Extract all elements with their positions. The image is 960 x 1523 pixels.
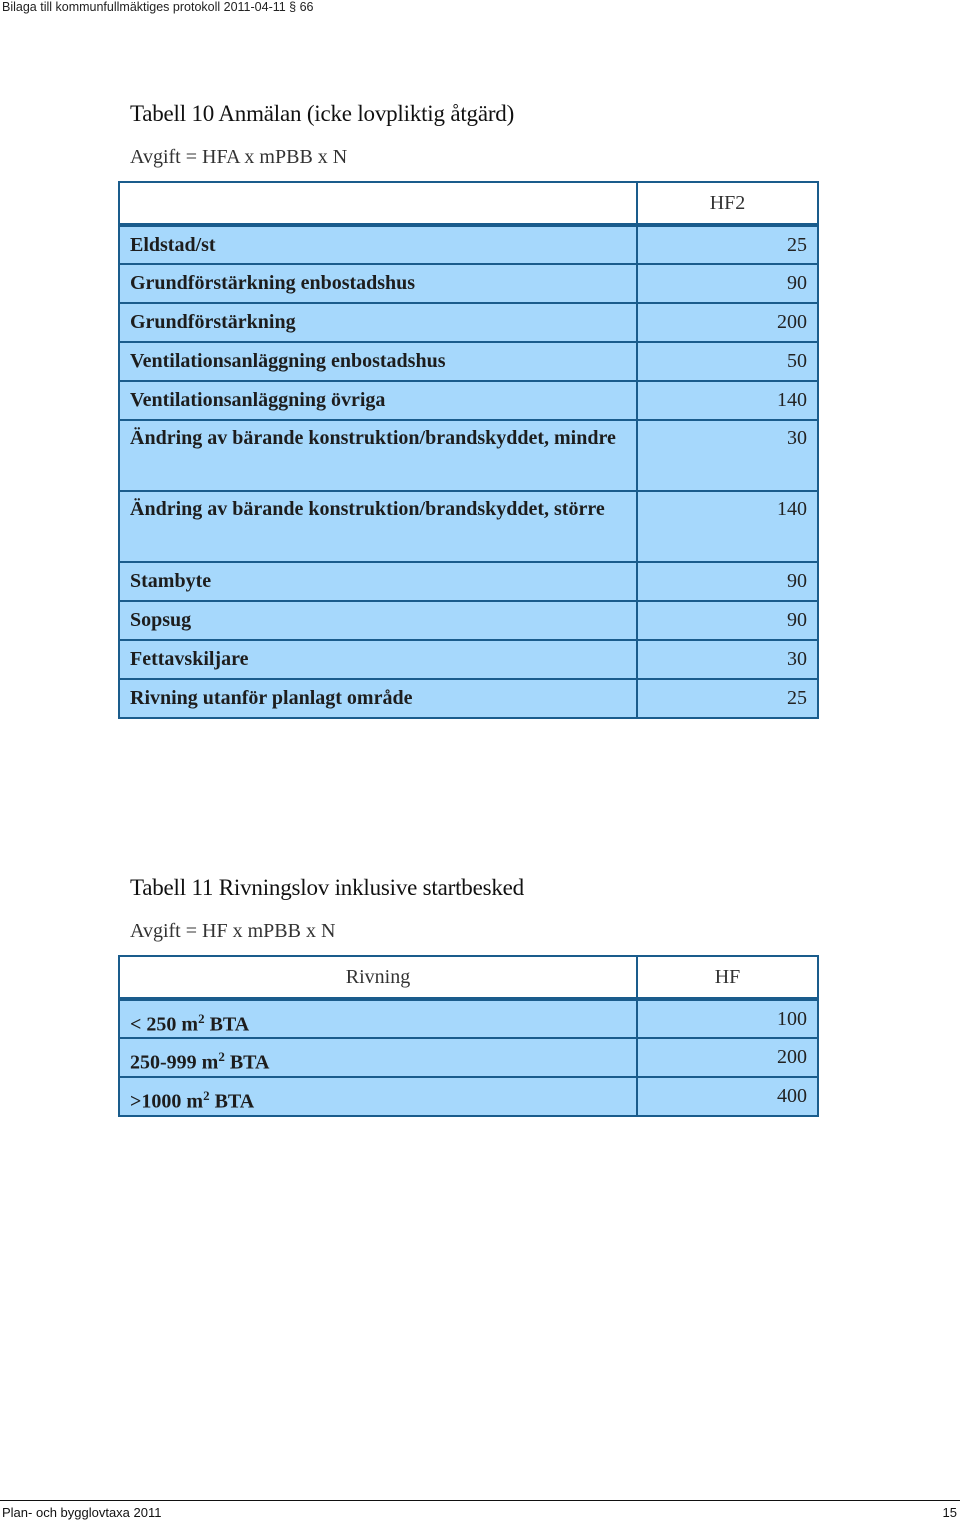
table-row <box>119 420 818 491</box>
row-label: Eldstad/st <box>119 225 637 264</box>
table-row <box>119 342 818 381</box>
row-label: Rivning utanför planlagt område <box>119 679 637 718</box>
table-row <box>119 303 818 342</box>
table-row <box>119 679 818 718</box>
table-row <box>119 640 818 679</box>
table-row <box>119 491 818 562</box>
table-row <box>119 381 818 420</box>
table11-title: Tabell 11 Rivningslov inklusive startbesked <box>130 875 524 900</box>
row-value: 25 <box>637 679 818 718</box>
row-label-unit: BTA <box>224 1051 270 1074</box>
row-label: Fettavskiljare <box>119 640 637 679</box>
row-label: Ventilationsanläggning övriga <box>119 381 637 420</box>
row-label-unit: BTA <box>204 1013 250 1036</box>
table11-header-hf: HF <box>637 956 818 999</box>
row-value: 90 <box>637 562 818 601</box>
table10-formula: Avgift = HFA x mPBB x N <box>130 146 348 168</box>
row-label <box>119 1038 637 1077</box>
row-label-text: < 250 m <box>130 1013 199 1036</box>
table10-header-desc <box>119 182 637 225</box>
superscript: 2 <box>198 1011 205 1026</box>
row-value: 90 <box>637 601 818 640</box>
row-label: Grundförstärkning enbostadshus <box>119 264 637 303</box>
row-value: 200 <box>637 1038 818 1077</box>
table-row <box>119 999 818 1038</box>
footer-page-number: 15 <box>942 1505 957 1520</box>
row-value: 30 <box>637 640 818 679</box>
table11 <box>118 955 819 1117</box>
row-label <box>119 1077 637 1116</box>
table-row <box>119 225 818 264</box>
table11-formula: Avgift = HF x mPBB x N <box>130 920 336 942</box>
row-value: 400 <box>637 1077 818 1116</box>
superscript: 2 <box>218 1049 225 1064</box>
table-row <box>119 1038 818 1077</box>
row-label-unit: BTA <box>209 1090 255 1113</box>
row-value: 25 <box>637 225 818 264</box>
row-label: Stambyte <box>119 562 637 601</box>
table10-header-row <box>119 182 818 225</box>
table10 <box>118 181 819 719</box>
table-row <box>119 264 818 303</box>
table10-title: Tabell 10 Anmälan (icke lovpliktig åtgärd) <box>130 101 515 126</box>
row-label-text: >1000 m <box>130 1090 204 1113</box>
row-value: 90 <box>637 264 818 303</box>
table10-header-hf: HF2 <box>637 182 818 225</box>
table-row <box>119 562 818 601</box>
row-label: Ändring av bärande konstruktion/brandskyddet, mindre <box>119 420 637 491</box>
row-value: 100 <box>637 999 818 1038</box>
page-footer <box>0 1500 960 1523</box>
row-label <box>119 999 637 1038</box>
row-value: 140 <box>637 491 818 562</box>
table11-header-desc: Rivning <box>119 956 637 999</box>
table-row <box>119 1077 818 1116</box>
row-label: Ventilationsanläggning enbostadshus <box>119 342 637 381</box>
footer-document-title: Plan- och bygglovtaxa 2011 <box>2 1505 162 1520</box>
page-header: Bilaga till kommunfullmäktiges protokoll 2011-04-11 § 66 <box>2 0 314 14</box>
row-label: Grundförstärkning <box>119 303 637 342</box>
row-label: Ändring av bärande konstruktion/brandskyddet, större <box>119 491 637 562</box>
superscript: 2 <box>203 1088 210 1103</box>
row-value: 200 <box>637 303 818 342</box>
table11-header-row <box>119 956 818 999</box>
row-value: 30 <box>637 420 818 491</box>
row-label-text: 250-999 m <box>130 1051 219 1074</box>
row-value: 50 <box>637 342 818 381</box>
table-row <box>119 601 818 640</box>
row-label: Sopsug <box>119 601 637 640</box>
row-value: 140 <box>637 381 818 420</box>
